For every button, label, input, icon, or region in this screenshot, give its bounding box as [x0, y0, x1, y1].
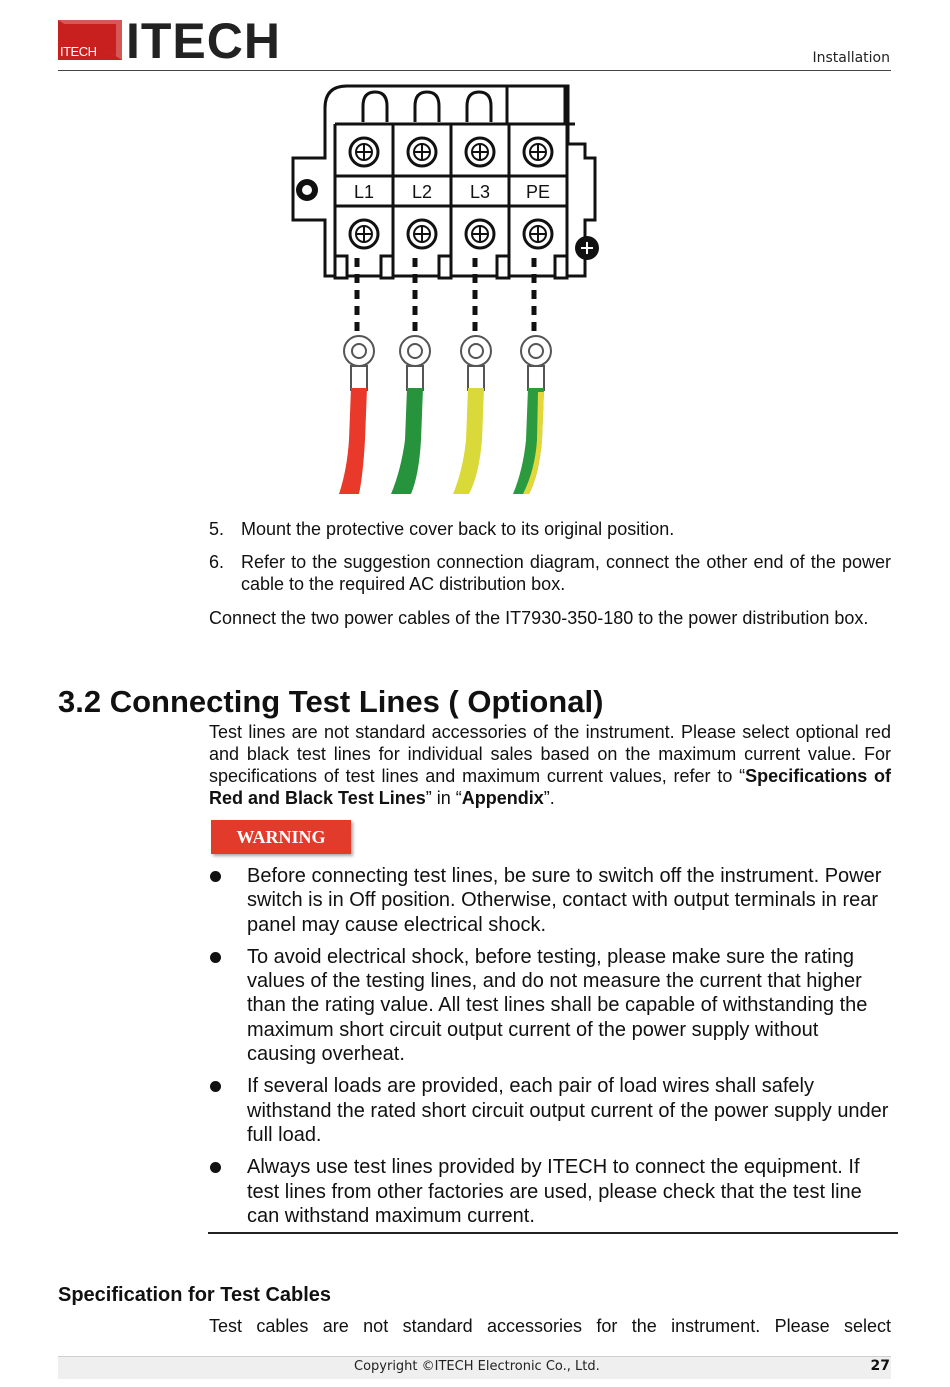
list-item	[209, 551, 891, 595]
screw-icon	[408, 138, 436, 166]
bullet-text: Always use test lines provided by ITECH to connect the equipment. If test lines from other factories are used, please check that the test line can withstand maximum current.	[247, 1156, 862, 1227]
warning-label: WARNING	[236, 827, 326, 847]
screw-icon	[408, 220, 436, 248]
bullet-icon	[210, 871, 221, 882]
wire-green	[391, 388, 423, 494]
header-rule	[58, 70, 891, 71]
page-number: 27	[870, 1358, 890, 1374]
screw-icon	[466, 220, 494, 248]
spec-paragraph: Test cables are not standard accessories for the instrument. Please select	[209, 1316, 891, 1336]
screw-icon	[524, 138, 552, 166]
bullet-icon	[210, 1081, 221, 1092]
list-item	[209, 518, 891, 540]
screw-icon	[466, 138, 494, 166]
list-item	[209, 1074, 891, 1147]
installation-steps	[209, 518, 891, 606]
terminal-label-l3: L3	[469, 182, 491, 202]
ref-open-quote: “	[739, 766, 746, 786]
ref-mid: ” in “	[425, 788, 462, 808]
bullet-text: If several loads are provided, each pair of load wires shall safely withstand the rated short circuit output current of the power supply under full load.	[247, 1075, 889, 1146]
itech-logo	[58, 13, 298, 69]
list-item	[209, 864, 891, 937]
step-number: 5.	[209, 519, 225, 539]
step-text: Refer to the suggestion connection diagram, connect the other end of the power cable to the required AC distribution box.	[241, 552, 891, 594]
step-number: 6.	[209, 552, 225, 572]
ref-close: ”.	[543, 788, 555, 808]
logo-wordmark: ITECH	[126, 13, 281, 69]
bullet-text: To avoid electrical shock, before testing, please make sure the rating values of the testing lines, and do not measure the current that higher than the rating value. All test lines shall be capable of withstanding the maximum short circuit output current of the power supply without causing overheat.	[247, 945, 868, 1066]
mount-screw-icon	[575, 236, 599, 260]
screw-icon	[350, 138, 378, 166]
wire-yellow	[453, 388, 484, 494]
screw-icon	[350, 220, 378, 248]
wire-red	[339, 388, 367, 494]
section-intro	[209, 721, 891, 809]
bullet-icon	[210, 1162, 221, 1173]
header-section-name: Installation	[812, 50, 890, 66]
list-item	[209, 945, 891, 1066]
warning-rule	[208, 1232, 898, 1234]
step-text: Mount the protective cover back to its original position.	[241, 519, 675, 539]
list-item	[209, 1155, 891, 1228]
warning-list	[209, 864, 891, 1236]
spec-title: Specification for Test Cables	[58, 1284, 332, 1306]
footer-copyright: Copyright ©ITECH Electronic Co., Ltd.	[354, 1359, 600, 1374]
terminal-label-pe: PE	[525, 182, 551, 202]
ref-spec-link: Specifications of Red and Black Test Lines	[209, 766, 891, 808]
connect-paragraph: Connect the two power cables of the IT7930-350-180 to the power distribution box.	[209, 608, 869, 628]
bullet-icon	[210, 952, 221, 963]
section-title: 3.2 Connecting Test Lines ( Optional)	[58, 684, 604, 719]
bullet-text: Before connecting test lines, be sure to switch off the instrument. Power switch is in Off position. Otherwise, contact with output terminals in rear panel may cause electrical shock.	[247, 865, 882, 936]
terminal-block-figure	[285, 80, 615, 500]
intro-text: Test lines are not standard accessories of the instrument. Please select optional red and black test lines for individual sales based on the maximum current value. For specifications of test lines and maximum current values, refer to	[209, 722, 891, 786]
logo-emblem	[58, 20, 122, 60]
terminal-label-l1: L1	[353, 182, 375, 202]
logo-small-text: ITECH	[60, 44, 97, 59]
warning-badge	[211, 820, 351, 854]
mount-screw-icon	[296, 179, 318, 201]
ref-appendix-link: Appendix	[461, 788, 544, 808]
terminal-label-l2: L2	[411, 182, 433, 202]
screw-icon	[524, 220, 552, 248]
